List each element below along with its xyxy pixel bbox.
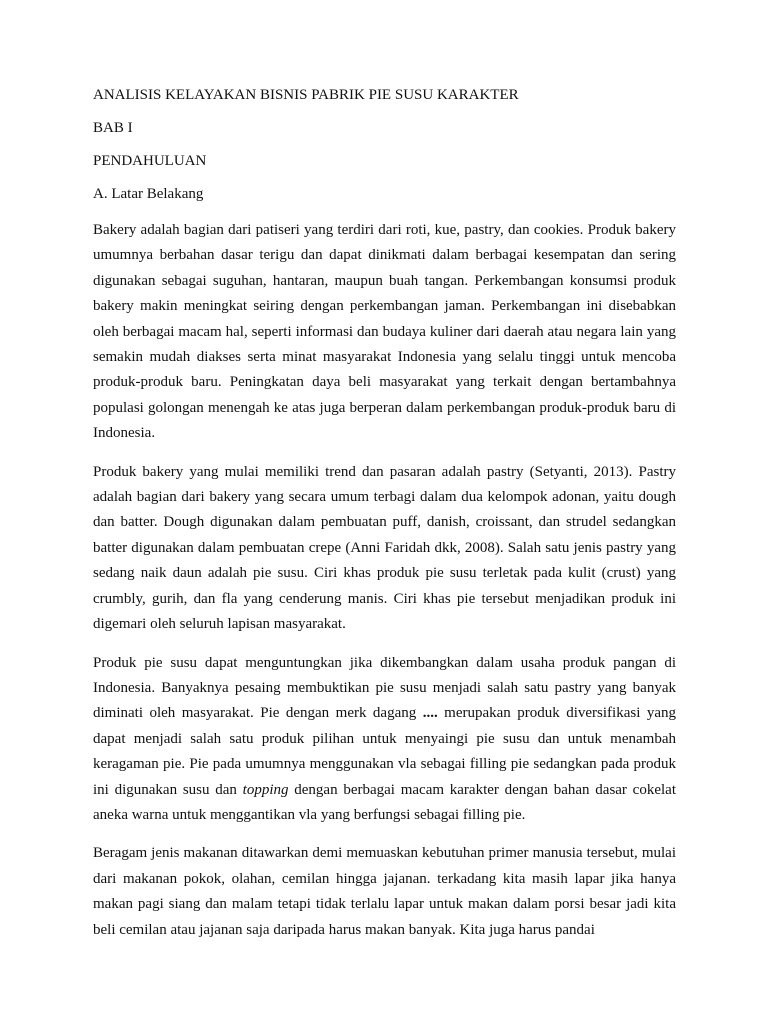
document-body	[93, 86, 676, 956]
paragraph-2: Produk bakery yang mulai memiliki trend dan pasaran adalah pastry (Setyanti, 2013). Pastry adalah bagian dari bakery yang secara umum terbagi dalam dua kelompok adonan, yaitu dough dan batter. Dough digunakan dalam pembuatan puff, danish, croissant, dan strudel sedangkan batter digunakan dalam pembuatan crepe (Anni Faridah dkk, 2008). Salah satu jenis pastry yang sedang naik daun adalah pie susu. Ciri khas produk pie susu terletak pada kulit (crust) yang crumbly, gurih, dan fla yang cenderung manis. Ciri khas pie tersebut menjadikan produk ini digemari oleh seluruh lapisan masyarakat.	[93, 463, 676, 633]
paragraph-3-part-1: Produk pie susu dapat menguntungkan jika dikembangkan dalam usaha produk pangan di Indonesia. Banyaknya pesaing membuktikan pie susu menjadi salah satu pastry yang banyak diminati oleh masyarakat. Pie dengan merk dagang	[93, 654, 676, 722]
chapter-title: PENDAHULUAN	[93, 153, 207, 169]
paragraph-1: Bakery adalah bagian dari patiseri yang terdiri dari roti, kue, pastry, dan cookies. Produk bakery umumnya berbahan dasar terigu dan dapat dinikmati dalam berbagai kesempatan dan sering digunakan sebagai suguhan, hantaran, maupun buah tangan. Perkembangan konsumsi produk bakery makin meningkat seiring dengan perkembangan jaman. Perkembangan ini disebabkan oleh berbagai macam hal, seperti informasi dan budaya kuliner dari daerah atau negara lain yang semakin mudah diakses serta minat masyarakat Indonesia yang selalu tinggi untuk mencoba produk-produk baru. Peningkatan daya beli masyarakat yang terkait dengan bertambahnya populasi golongan menengah ke atas juga berperan dalam perkembangan produk-produk baru di Indonesia.	[93, 222, 676, 442]
section-heading: A. Latar Belakang	[93, 186, 204, 202]
paragraph-4: Beragam jenis makanan ditawarkan demi memuaskan kebutuhan primer manusia tersebut, mulai dari makanan pokok, olahan, cemilan hingga jajanan. terkadang kita masih lapar jika hanya makan pagi siang dan malam tetapi tidak terlalu lapar untuk makan dalam porsi besar jadi kita beli cemilan atau jajanan saja daripada harus makan banyak. Kita juga harus pandai	[93, 845, 676, 938]
italic-term-topping: topping	[242, 781, 289, 798]
chapter-number: BAB I	[93, 120, 133, 136]
paragraph-3-part-2: merupakan produk diversifikasi yang dapat menjadi salah satu produk pilihan untuk menyaingi pie susu dan untuk menambah keragaman pie. Pie pada umumnya menggunakan vla sebagai filling pie sedangkan pada produk ini digunakan susu dan	[93, 705, 676, 798]
paragraph-3	[93, 651, 676, 829]
paragraph-3-part-3: dengan berbagai macam karakter dengan bahan dasar cokelat aneka warna untuk menggantikan vla yang berfungsi sebagai filling pie.	[93, 781, 676, 823]
document-title: ANALISIS KELAYAKAN BISNIS PABRIK PIE SUSU KARAKTER	[93, 87, 519, 103]
brand-placeholder: ....	[422, 705, 438, 722]
